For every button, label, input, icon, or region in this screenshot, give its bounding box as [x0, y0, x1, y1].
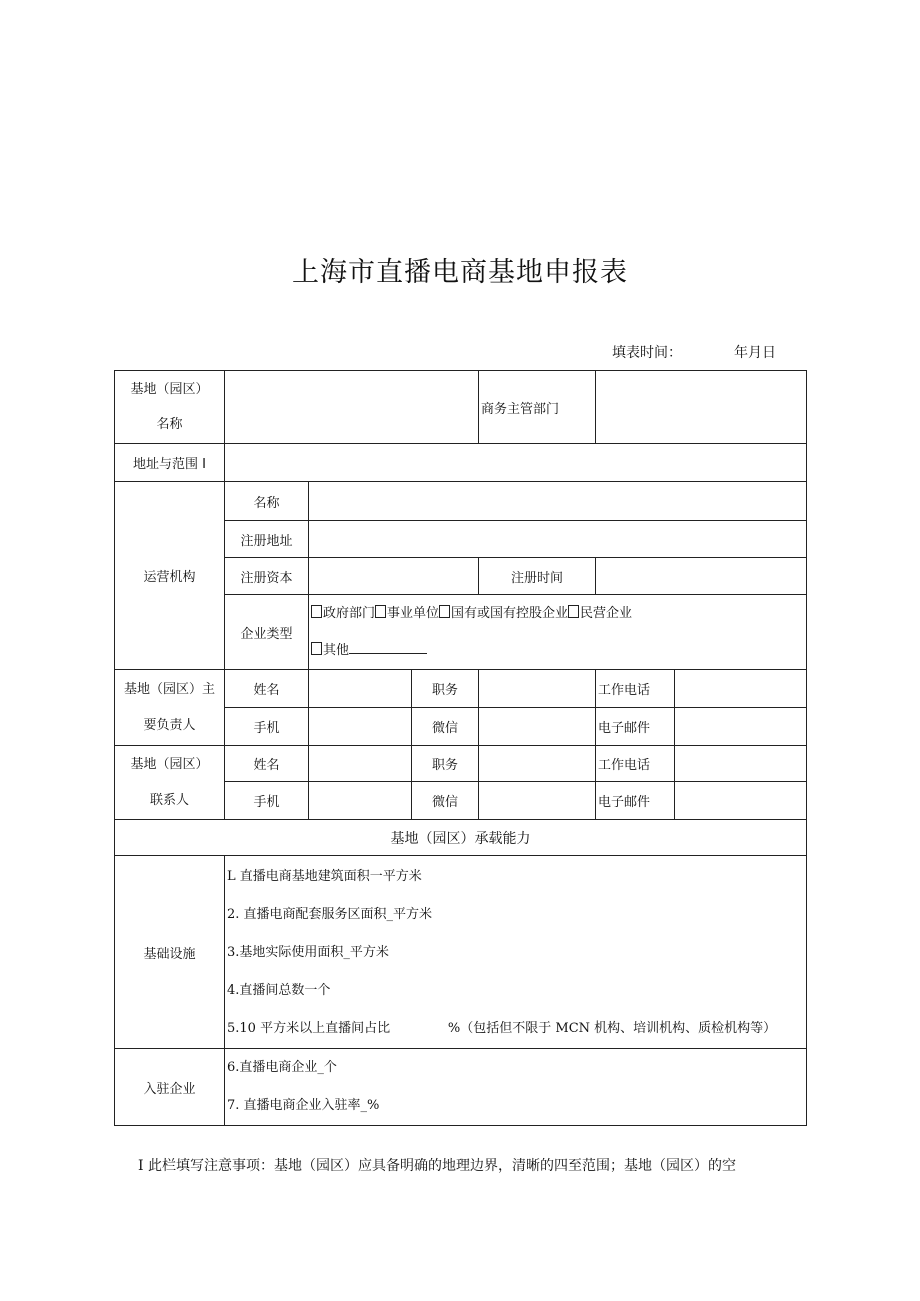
- principal-position-label: 职务: [412, 670, 479, 708]
- contact-email-field[interactable]: [675, 782, 807, 820]
- footnote: I 此栏填写注意事项：基地（园区）应具备明确的地理边界，清晰的四至范围；基地（园区）的空: [138, 1158, 736, 1174]
- checkbox-other[interactable]: [311, 642, 322, 655]
- base-name-label: 基地（园区） 名称: [115, 371, 225, 444]
- dept-label: 商务主管部门: [479, 371, 596, 444]
- fill-time-label: 填表时间：: [612, 345, 682, 361]
- principal-position-field[interactable]: [479, 670, 596, 708]
- checkbox-private[interactable]: [568, 605, 579, 618]
- infrastructure-item: L 直播电商基地建筑面积一平方米: [227, 869, 422, 884]
- principal-name-field[interactable]: [309, 670, 412, 708]
- reg-address-field[interactable]: [309, 521, 807, 558]
- contact-name-field[interactable]: [309, 746, 412, 782]
- principal-mobile-field[interactable]: [309, 708, 412, 746]
- infrastructure-item: 2. 直播电商配套服务区面积_平方米: [227, 907, 433, 922]
- fill-time-date: 年月日: [734, 345, 776, 361]
- infrastructure-item: 5.10 平方米以上直播间占比 %（包括但不限于 MCN 机构、培训机构、质检机构等）: [227, 1021, 777, 1036]
- principal-email-label: 电子邮件: [596, 708, 675, 746]
- principal-label: 基地（园区）主 要负责人: [115, 670, 225, 746]
- contact-mobile-field[interactable]: [309, 782, 412, 820]
- enterprise-type-label: 企业类型: [225, 595, 309, 670]
- principal-wechat-label: 微信: [412, 708, 479, 746]
- base-name-field[interactable]: [225, 371, 479, 444]
- contact-work-phone-label: 工作电话: [596, 746, 675, 782]
- operator-name-field[interactable]: [309, 482, 807, 521]
- address-label: 地址与范围 I: [115, 444, 225, 482]
- operator-label: 运营机构: [115, 482, 225, 670]
- infrastructure-list: [225, 856, 807, 1049]
- contact-label: 基地（园区） 联系人: [115, 746, 225, 820]
- reg-time-field[interactable]: [596, 558, 807, 595]
- checkbox-state-owned[interactable]: [439, 605, 450, 618]
- address-field[interactable]: [225, 444, 807, 482]
- infrastructure-item: 4.直播间总数一个: [227, 983, 331, 998]
- reg-capital-field[interactable]: [309, 558, 479, 595]
- contact-mobile-label: 手机: [225, 782, 309, 820]
- contact-email-label: 电子邮件: [596, 782, 675, 820]
- contact-position-field[interactable]: [479, 746, 596, 782]
- contact-wechat-field[interactable]: [479, 782, 596, 820]
- contact-name-label: 姓名: [225, 746, 309, 782]
- contact-position-label: 职务: [412, 746, 479, 782]
- page-title: 上海市直播电商基地申报表: [292, 257, 628, 288]
- infrastructure-item: 3.基地实际使用面积_平方米: [227, 945, 389, 960]
- operator-name-label: 名称: [225, 482, 309, 521]
- capacity-header: 基地（园区）承载能力: [115, 820, 807, 856]
- enterprises-list: [225, 1049, 807, 1126]
- application-form-table: [114, 370, 807, 1126]
- principal-work-phone-field[interactable]: [675, 670, 807, 708]
- reg-time-label: 注册时间: [479, 558, 596, 595]
- principal-email-field[interactable]: [675, 708, 807, 746]
- principal-mobile-label: 手机: [225, 708, 309, 746]
- reg-address-label: 注册地址: [225, 521, 309, 558]
- checkbox-institution[interactable]: [375, 605, 386, 618]
- principal-wechat-field[interactable]: [479, 708, 596, 746]
- enterprise-type-options: 政府部门 事业单位 国有或国有控股企业 民营企业 其他: [309, 595, 807, 670]
- contact-work-phone-field[interactable]: [675, 746, 807, 782]
- enterprise-item: 7. 直播电商企业入驻率_%: [227, 1098, 380, 1113]
- checkbox-government[interactable]: [311, 605, 322, 618]
- contact-wechat-label: 微信: [412, 782, 479, 820]
- other-blank-line[interactable]: [349, 642, 427, 654]
- enterprise-item: 6.直播电商企业_个: [227, 1060, 337, 1075]
- principal-work-phone-label: 工作电话: [596, 670, 675, 708]
- reg-capital-label: 注册资本: [225, 558, 309, 595]
- enterprises-label: 入驻企业: [115, 1049, 225, 1126]
- infrastructure-label: 基础设施: [115, 856, 225, 1049]
- dept-field[interactable]: [596, 371, 807, 444]
- principal-name-label: 姓名: [225, 670, 309, 708]
- fill-time: [612, 342, 776, 362]
